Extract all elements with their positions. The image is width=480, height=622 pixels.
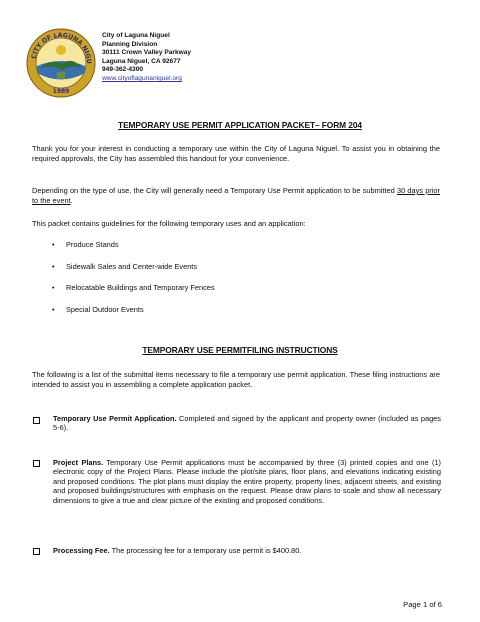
checklist-item-title: Temporary Use Permit Application. — [53, 414, 177, 423]
address-line-city: City of Laguna Niguel — [102, 32, 170, 39]
list-item: • Relocatable Buildings and Temporary Fences — [66, 283, 215, 292]
checklist-item-title: Project Plans. — [53, 458, 104, 467]
timing-paragraph — [32, 186, 440, 205]
list-item: • Produce Stands — [66, 240, 119, 249]
packet-contains-text: This packet contains guidelines for the following temporary uses and an application: — [32, 219, 306, 228]
checkbox-project-plans[interactable] — [33, 460, 40, 467]
checklist-item-body: Completed and signed by the applicant and property owner (included as pages 5-6). — [53, 414, 441, 433]
intro-paragraph: Thank you for your interest in conducting a temporary use within the City of Laguna Niguel. To assist you in obtaining the required approvals, the City has assembled this handout for your convenience. — [32, 144, 440, 163]
address-line-citystate: Laguna Niguel, CA 92677 — [102, 57, 181, 65]
list-item: • Sidewalk Sales and Center-wide Events — [66, 262, 197, 271]
timing-deadline: 30 days prior to the event — [32, 186, 440, 205]
city-seal-logo — [26, 28, 96, 98]
checklist-item-project-plans — [53, 458, 441, 505]
website-link[interactable]: www.cityoflagunaniguel.org — [102, 74, 182, 82]
address-line-division: Planning Division — [102, 40, 158, 48]
checklist-item-body: Temporary Use Permit applications must be accompanied by three (3) printed copies and one (1) electronic copy of the Project Plans. Please include the plot/site plans, floor plans, and elevations indicating existing and proposed conditions. The plot plans must display the entire property, property lines, adjacent streets, and existing and proposed buildings/structures with emphasis on the request. Please draw plans to scale and show all necessary dimensions to give a true and clear picture of the existing and proposed conditions. — [53, 458, 442, 505]
address-line-phone: 949-362-4300 — [102, 66, 144, 74]
filing-instructions-title: TEMPORARY USE PERMITFILING INSTRUCTIONS — [142, 345, 338, 355]
seal-ring-text: CITY OF LAGUNA NIGU — [30, 31, 93, 65]
checkbox-application[interactable] — [33, 417, 40, 424]
checklist-item-processing-fee — [53, 546, 441, 555]
list-item: • Special Outdoor Events — [66, 305, 144, 314]
timing-text-before: Depending on the type of use, the City will generally need a Temporary Use Permit application to be submitted — [32, 186, 397, 195]
checklist-item-title: Processing Fee. — [53, 546, 110, 555]
packet-title: TEMPORARY USE PERMIT APPLICATION PACKET– FORM 204 — [118, 120, 362, 130]
timing-text-after: . — [70, 195, 73, 205]
address-block — [102, 32, 191, 84]
seal-year: 1989 — [52, 88, 70, 95]
checklist-item-body: The processing fee for a temporary use permit is $400.80. — [109, 546, 302, 555]
page-number: Page 1 of 6 — [403, 600, 442, 609]
checklist-item-application — [53, 414, 441, 433]
checkbox-processing-fee[interactable] — [33, 548, 40, 555]
filing-intro-paragraph: The following is a list of the submittal items necessary to file a temporary use permit application. These filing instructions are intended to assist you in assembling a complete application packet. — [32, 370, 440, 389]
address-line-street: 30111 Crown Valley Parkway — [102, 49, 192, 57]
